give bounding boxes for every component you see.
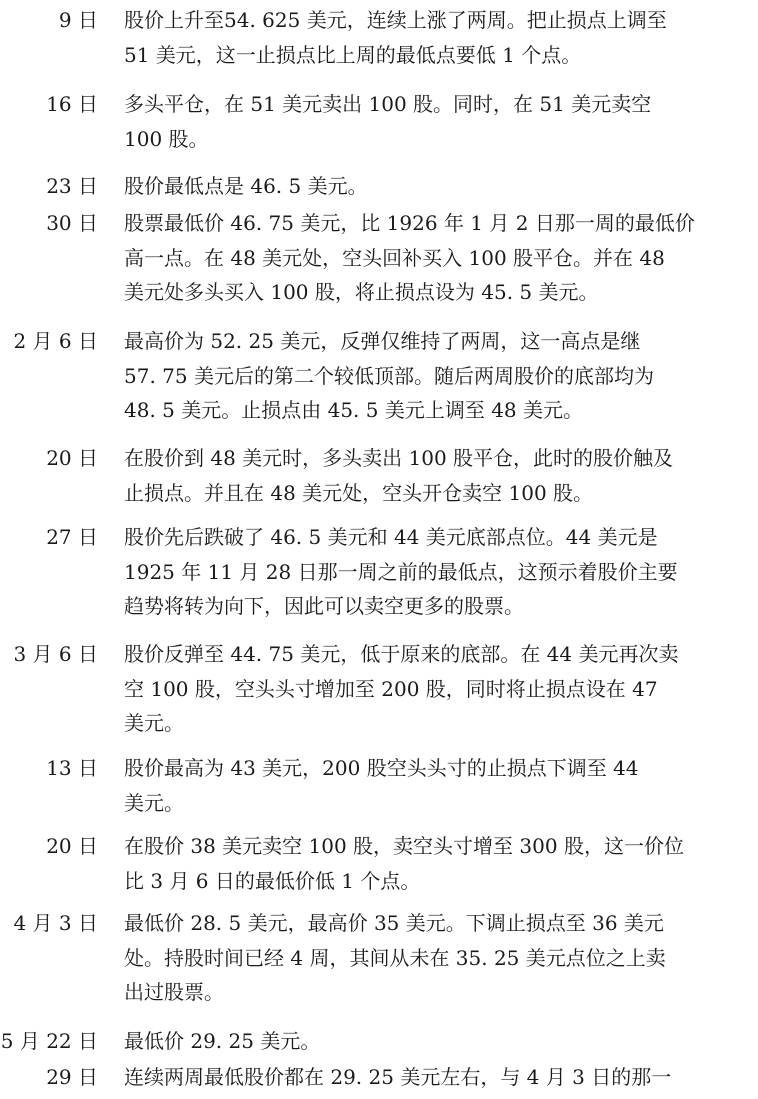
entry-text — [124, 3, 750, 72]
entry-text — [124, 1024, 750, 1059]
entry-text — [124, 87, 750, 156]
entry-mar-6 — [0, 637, 750, 741]
entry-line: 比 3 月 6 日的最低价低 1 个点。 — [124, 868, 421, 893]
entry-date: 16 日 — [46, 92, 98, 116]
entry-line: 股价上升至54. 625 美元，连续上涨了两周。把止损点上调至 — [124, 8, 667, 32]
entry-line: 股价最低点是 46. 5 美元。 — [124, 174, 368, 198]
entry-line: 连续两周最低股价都在 29. 25 美元左右，与 4 月 3 日的那一 — [124, 1065, 672, 1089]
entry-date: 20 日 — [46, 446, 98, 470]
entry-line: 1925 年 11 月 28 日那一周之前的最低点，这预示着股价主要 — [124, 559, 678, 584]
entry-9 — [0, 3, 750, 72]
entry-line: 美元。 — [124, 790, 184, 815]
entry-30 — [0, 206, 750, 310]
entry-line: 在股价 38 美元卖空 100 股，卖空头寸增至 300 股，这一价位 — [124, 834, 684, 858]
entry-text — [124, 520, 750, 624]
entry-line: 最低价 28. 5 美元，最高价 35 美元。下调止损点至 36 美元 — [124, 911, 664, 935]
entry-text — [124, 751, 750, 820]
entry-line: 空 100 股，空头头寸增加至 200 股，同时将止损点设在 47 — [124, 676, 658, 701]
entry-line: 最低价 29. 25 美元。 — [124, 1029, 321, 1053]
entry-date: 20 日 — [46, 834, 98, 858]
entry-date: 29 日 — [46, 1065, 98, 1089]
entry-line: 股价反弹至 44. 75 美元，低于原来的底部。在 44 美元再次卖 — [124, 642, 679, 666]
entry-date: 3 月 6 日 — [13, 642, 98, 666]
entry-29 — [0, 1060, 750, 1095]
entry-line: 趋势将转为向下，因此可以卖空更多的股票。 — [124, 594, 524, 618]
entry-line: 在股价到 48 美元时，多头卖出 100 股平仓，此时的股价触及 — [124, 446, 674, 470]
entry-line: 100 股。 — [124, 126, 209, 151]
entry-16 — [0, 87, 750, 156]
entry-27 — [0, 520, 750, 624]
entry-13 — [0, 751, 750, 820]
entry-date: 2 月 6 日 — [13, 329, 98, 353]
entry-feb-6 — [0, 324, 750, 428]
entry-apr-3 — [0, 906, 750, 1010]
entry-line: 51 美元，这一止损点比上周的最低点要低 1 个点。 — [124, 42, 582, 67]
entry-line: 股票最低价 46. 75 美元，比 1926 年 1 月 2 日那一周的最低价 — [124, 211, 695, 235]
entry-text — [124, 169, 750, 204]
entry-date: 27 日 — [46, 525, 98, 549]
entry-line: 美元。 — [124, 711, 184, 735]
entry-line: 美元处多头买入 100 股，将止损点设为 45. 5 美元。 — [124, 280, 599, 304]
entry-line: 57. 75 美元后的第二个较低顶部。随后两周股价的底部均为 — [124, 363, 654, 388]
entry-20-mar — [0, 829, 750, 898]
entry-date: 4 月 3 日 — [13, 911, 98, 935]
entry-line: 48. 5 美元。止损点由 45. 5 美元上调至 48 美元。 — [124, 398, 584, 422]
entry-text — [124, 637, 750, 741]
entry-line: 出过股票。 — [124, 980, 224, 1004]
entry-date: 30 日 — [46, 211, 98, 235]
entry-date: 5 月 22 日 — [0, 1029, 98, 1053]
entry-line: 最高价为 52. 25 美元，反弹仅维持了两周，这一高点是继 — [124, 329, 641, 353]
entry-text — [124, 906, 750, 1010]
entry-23 — [0, 169, 750, 204]
entry-may-22 — [0, 1024, 750, 1059]
entry-text — [124, 441, 750, 510]
entry-line: 处。持股时间已经 4 周，其间从未在 35. 25 美元点位之上卖 — [124, 945, 666, 970]
entry-date: 23 日 — [46, 174, 98, 198]
entry-20-feb — [0, 441, 750, 510]
entry-line: 股价先后跌破了 46. 5 美元和 44 美元底部点位。44 美元是 — [124, 525, 658, 549]
entry-line: 股价最高为 43 美元，200 股空头头寸的止损点下调至 44 — [124, 756, 639, 780]
entry-line: 高一点。在 48 美元处，空头回补买入 100 股平仓。并在 48 — [124, 245, 665, 270]
entry-text — [124, 1060, 750, 1095]
entry-text — [124, 324, 750, 428]
entry-text — [124, 206, 750, 310]
entry-line: 多头平仓，在 51 美元卖出 100 股。同时，在 51 美元卖空 — [124, 92, 652, 116]
entry-text — [124, 829, 750, 898]
entry-line: 止损点。并且在 48 美元处，空头开仓卖空 100 股。 — [124, 480, 594, 505]
entry-date: 9 日 — [58, 8, 98, 32]
entry-date: 13 日 — [46, 756, 98, 780]
